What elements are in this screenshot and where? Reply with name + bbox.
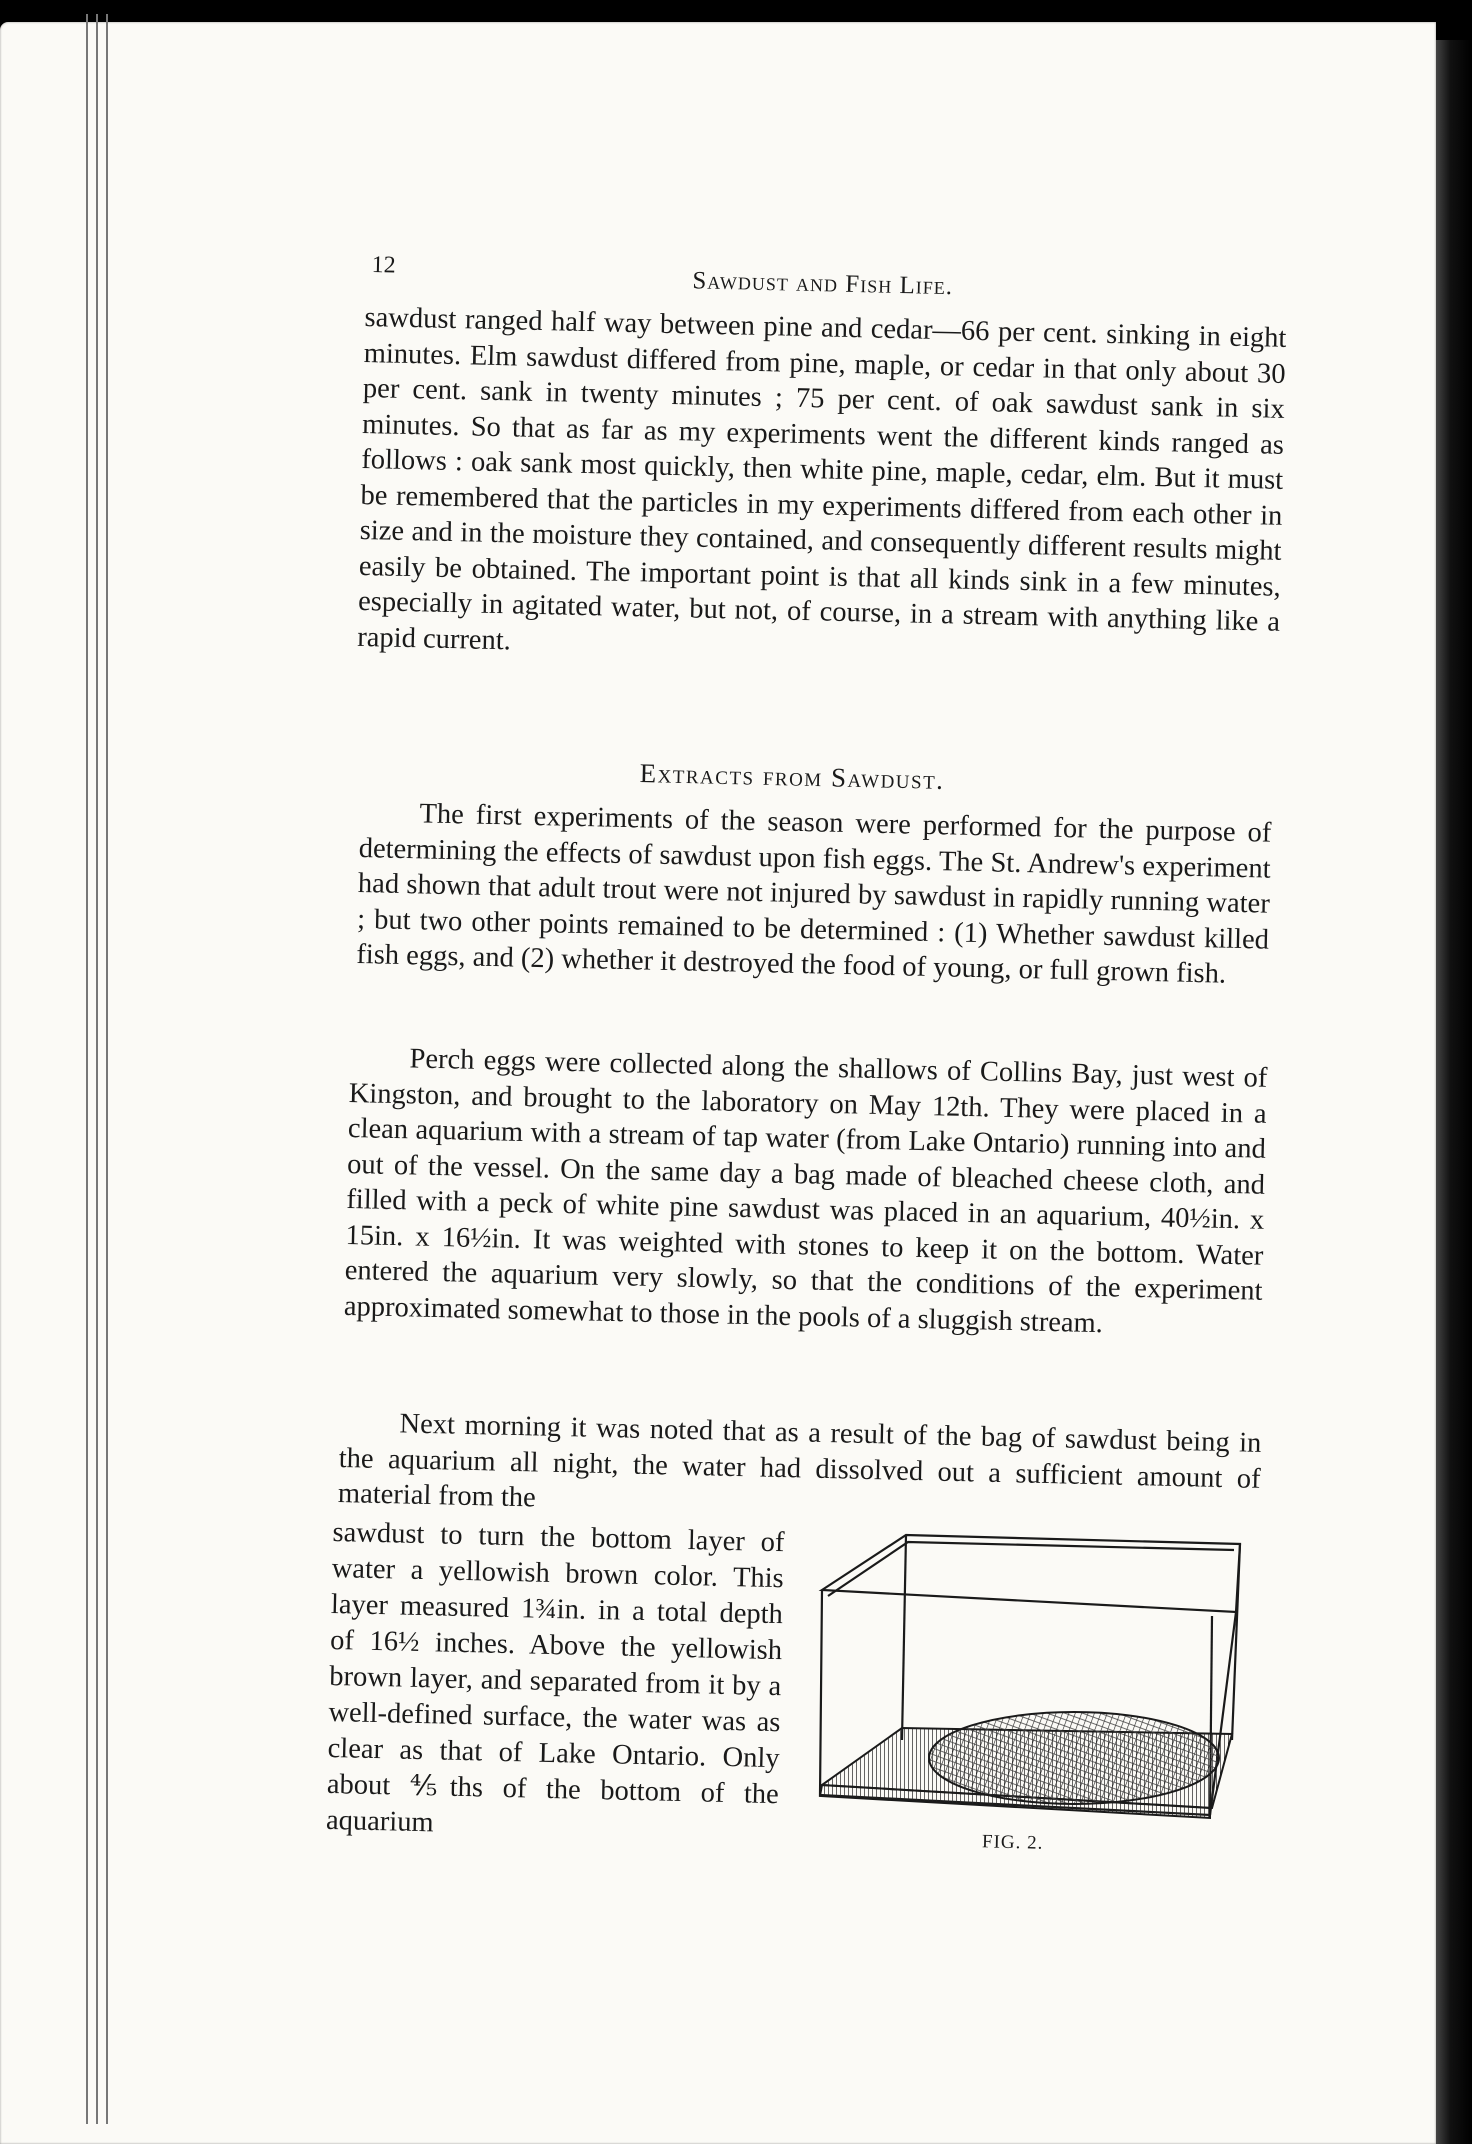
page-edge xyxy=(96,14,98,2124)
paragraph-block xyxy=(344,1040,1268,1345)
paragraph: sawdust ranged half way between pine and cedar—66 per cent. sinking in eight minutes. Elm sawdust differed from pine, maple, or cedar in that only about 30 per cent. sank in twenty minutes ; 75 per cent. of oak sawdust sank in six minutes. So that as far as my experiments went the different kinds ranged as follows : oak sank most quickly, then white pine, maple, cedar, elm. But it must be remembered that the particles in my experiments differed from each other in size and in the moisture they contained, and consequently different results might easily be obtained. The important point is that all kinds sink in a few minutes, especially in agitated water, but not, of course, in a stream with anything like a rapid current. xyxy=(357,301,1287,656)
paragraph: Next morning it was noted that as a result of the bag of sawdust being in the aquarium all night, the water had dissolved out a sufficient amount of material from the xyxy=(337,1408,1262,1514)
page-edge xyxy=(106,14,108,2124)
aquarium-figure xyxy=(816,1530,1266,1830)
paragraph-block xyxy=(357,300,1287,676)
paragraph: The first experiments of the season were performed for the purpose of determining the effects of sawdust upon fish eggs. The St. Andrew's experiment had shown that adult trout were not injured by sawdust in rapidly running water ; but two other points remained to be determined : (1) Whether sawdust killed fish eggs, and (2) whether it destroyed the food of young, or full grown fish. xyxy=(356,798,1272,990)
figure-caption: FIG. 2. xyxy=(981,1831,1044,1854)
page-number: 12 xyxy=(371,252,396,279)
paragraph-block xyxy=(356,795,1272,993)
scan-edge xyxy=(1436,40,1472,2144)
wrapped-paragraph: sawdust to turn the bottom layer of water a yellowish brown color. This layer measured 1¾in. in a total depth of 16½ inches. Above the yellowish brown layer, and separated from it by a well-defined surface, the water was as clear as that of Lake Ontario. Only about ⅘ths of the bottom of the aquarium xyxy=(325,1516,785,1839)
page-edge xyxy=(86,14,88,2124)
paragraph: Perch eggs were collected along the shallows of Collins Bay, just west of Kingston, and brought to the laboratory on May 12th. They were placed in a clean aquarium with a stream of tap water (from Lake Ontario) running into and out of the vessel. On the same day a bag made of bleached cheese cloth, and filled with a peck of white pine sawdust was placed in an aquarium, 40½in. x 15in. x 16½in. It was weighted with stones to keep it on the bottom. Water entered the aquarium very slowly, so that the conditions of the experiment approximated somewhat to those in the pools of a sluggish stream. xyxy=(343,1043,1268,1339)
paragraph-block xyxy=(338,1405,1262,1532)
section-heading: Extracts from Sawdust. xyxy=(639,758,945,795)
running-title: Sawdust and Fish Life. xyxy=(692,267,954,301)
